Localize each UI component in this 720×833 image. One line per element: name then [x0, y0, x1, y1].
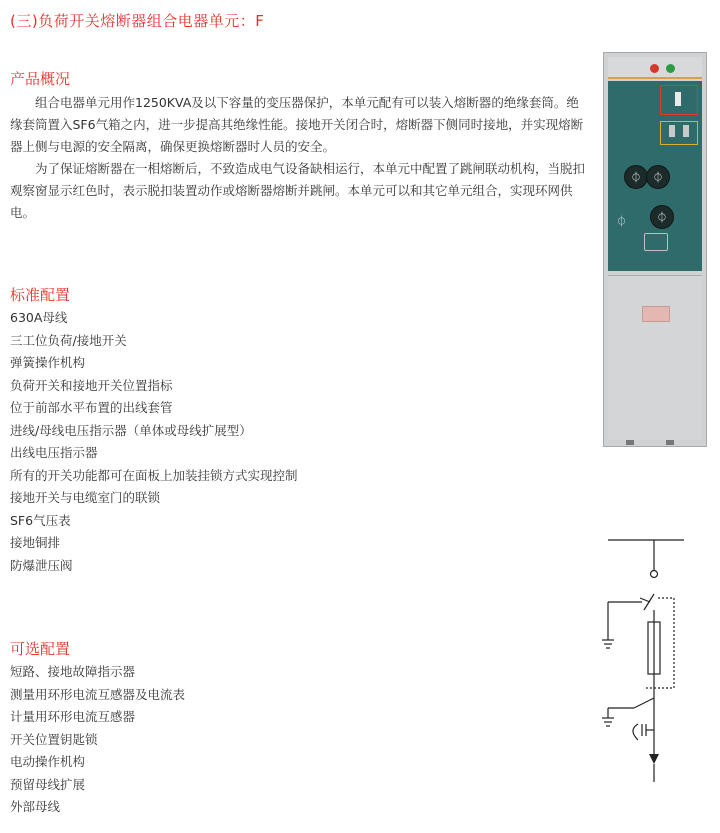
optional-list — [10, 661, 185, 819]
list-item: 接地铜排 — [10, 535, 61, 550]
list-item: 出线电压指示器 — [10, 445, 98, 460]
fuse-socket-icon: ⏀ — [646, 165, 670, 189]
overview-paragraph-2: 为了保证熔断器在一相熔断后，不致造成电气设备缺相运行，本单元中配置了跳闸联动机构，当脱扣观察窗显示红色时，表示脱扣装置动作或熔断器熔断并跳闸。本单元可以和其它单元组合，实现环网供电。 — [10, 161, 586, 220]
cabinet-foot — [626, 440, 634, 445]
list-item: 短路、接地故障指示器 — [10, 664, 136, 679]
earth-handle-icon — [683, 125, 689, 137]
list-item: 三工位负荷/接地开关 — [10, 332, 127, 348]
operating-mechanism-frame — [660, 85, 698, 115]
standard-list — [10, 307, 298, 577]
list-item: 防爆泄压阀 — [10, 557, 73, 573]
list-item: 外部母线 — [10, 799, 61, 814]
cable-bushing-icon: ⏀ — [616, 215, 627, 228]
overview-text — [10, 92, 588, 224]
red-indicator-lamp — [650, 64, 659, 73]
list-item: 位于前部水平布置的出线套管 — [10, 400, 173, 415]
standard-heading: 标准配置 — [10, 286, 71, 304]
earthing-switch-frame — [660, 121, 698, 145]
switch-handle-icon — [675, 92, 681, 106]
voltage-indicator-icon — [633, 724, 638, 740]
overview-heading: 产品概况 — [10, 70, 71, 88]
list-item: 进线/母线电压指示器（单体或母线扩展型） — [10, 422, 252, 438]
overview-paragraph-1: 组合电器单元用作1250KVA及以下容量的变压器保护，本单元配有可以装入熔断器的绝缘套筒。绝缘套筒置入SF6气箱之内，进一步提高其绝缘性能。接地开关闭合时，熔断器下侧同时接地，并实现熔断器上侧与电源的安全隔离，确保更换熔断器时人员的安全。 — [10, 95, 584, 154]
switchgear-cabinet-image — [603, 52, 707, 447]
list-item: 负荷开关和接地开关位置指标 — [10, 377, 173, 393]
cabinet-front-panel — [608, 81, 702, 271]
optional-heading: 可选配置 — [10, 640, 71, 658]
list-item: 接地开关与电缆室门的联锁 — [10, 490, 161, 505]
list-item: 预留母线扩展 — [10, 776, 86, 792]
page-title: (三)负荷开关熔断器组合电器单元：F — [10, 12, 265, 30]
list-item: 电动操作机构 — [10, 754, 86, 769]
rating-nameplate — [642, 306, 670, 322]
cable-arrow-icon — [649, 754, 659, 764]
list-item: 开关位置钥匙锁 — [10, 731, 98, 747]
list-item: SF6气压表 — [10, 512, 71, 528]
earth-handle-icon — [669, 125, 675, 137]
cabinet-foot — [666, 440, 674, 445]
list-item: 弹簧操作机构 — [10, 355, 86, 370]
green-indicator-lamp — [666, 64, 675, 73]
list-item: 测量用环形电流互感器及电流表 — [10, 686, 186, 702]
list-item: 630A母线 — [10, 310, 68, 325]
cabinet-top-bar — [608, 57, 702, 79]
isolator-contact-icon — [651, 571, 658, 578]
cable-compartment-door — [608, 275, 702, 440]
list-item: 计量用环形电流互感器 — [10, 709, 136, 724]
lower-earth-switch — [634, 698, 654, 708]
list-item: 所有的开关功能都可在面板上加装挂锁方式实现控制 — [10, 467, 298, 483]
fuse-socket-icon: ⏀ — [650, 205, 674, 229]
circuit-diagram — [594, 532, 694, 787]
voltage-indicator-window — [644, 233, 668, 251]
fuse-socket-icon: ⏀ — [624, 165, 648, 189]
